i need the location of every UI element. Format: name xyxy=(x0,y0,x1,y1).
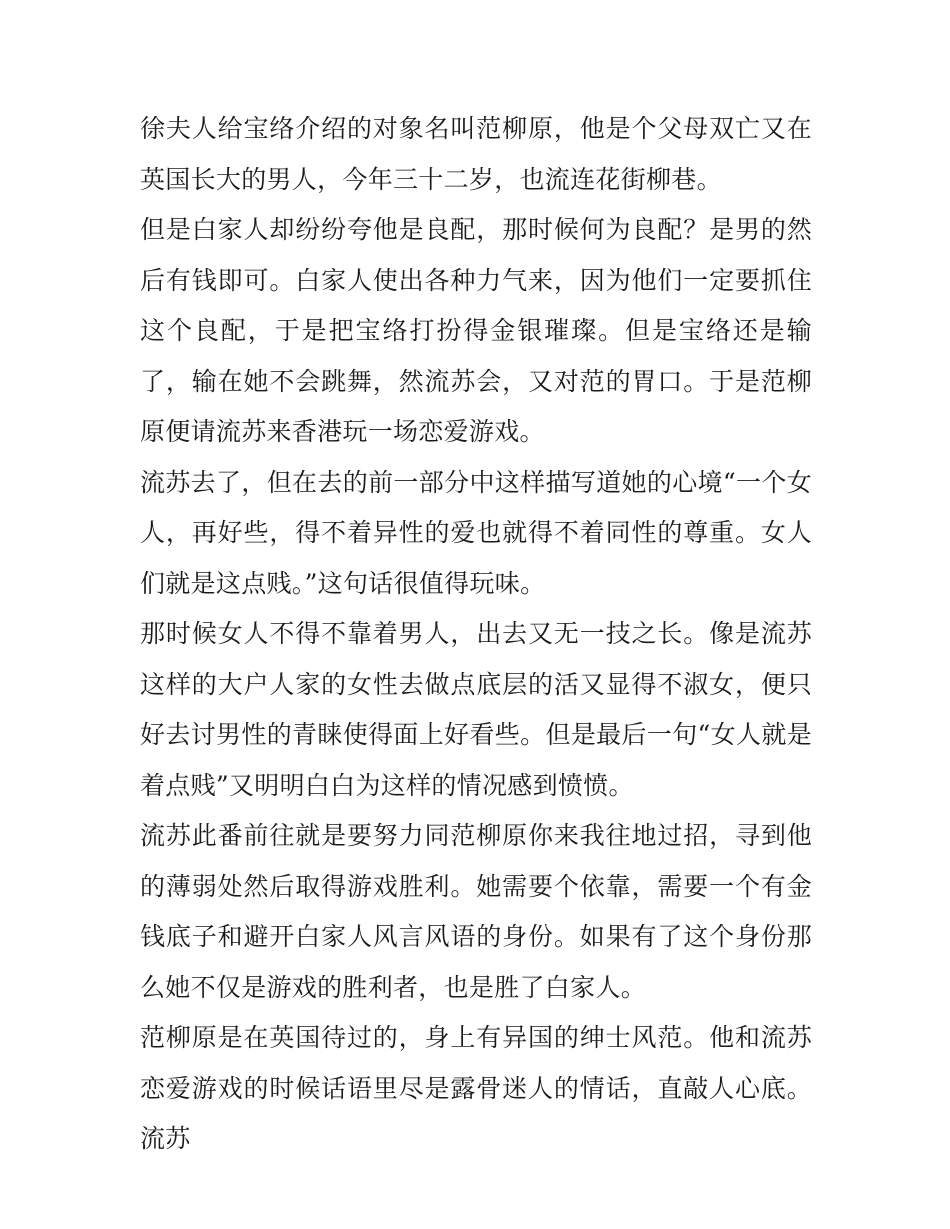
paragraph-3: 流苏去了，但在去的前一部分中这样描写道她的心境“一个女人，再好些，得不着异性的爱也就得不着同性的尊重。女人们就是这点贱。”这句话很值得玩味。 xyxy=(140,467,812,598)
paragraph-1: 徐夫人给宝络介绍的对象名叫范柳原，他是个父母双亡又在英国长大的男人，今年三十二岁，也流连花街柳巷。 xyxy=(140,114,812,194)
paragraph-5: 流苏此番前往就是要努力同范柳原你来我往地过招，寻到他的薄弱处然后取得游戏胜利。她需要个依靠，需要一个有金钱底子和避开白家人风言风语的身份。如果有了这个身份那么她不仅是游戏的胜利者，也是胜了白家人。 xyxy=(140,821,812,1002)
paragraph-2: 但是白家人却纷纷夸他是良配，那时候何为良配？是男的然后有钱即可。白家人使出各种力气来，因为他们一定要抓住这个良配，于是把宝络打扮得金银璀璨。但是宝络还是输了，输在她不会跳舞，然流苏会，又对范的胃口。于是范柳原便请流苏来香港玩一场恋爱游戏。 xyxy=(140,215,812,446)
document-body xyxy=(140,104,812,1165)
paragraph-6: 范柳原是在英国待过的，身上有异国的绅士风范。他和流苏恋爱游戏的时候话语里尽是露骨迷人的情话，直敲人心底。流苏 xyxy=(140,1023,812,1153)
paragraph-4: 那时候女人不得不靠着男人，出去又无一技之长。像是流苏这样的大户人家的女性去做点底层的活又显得不淑女，便只好去讨男性的青睐使得面上好看些。但是最后一句“女人就是着点贱”又明明白白为这样的情况感到愤愤。 xyxy=(140,619,812,800)
